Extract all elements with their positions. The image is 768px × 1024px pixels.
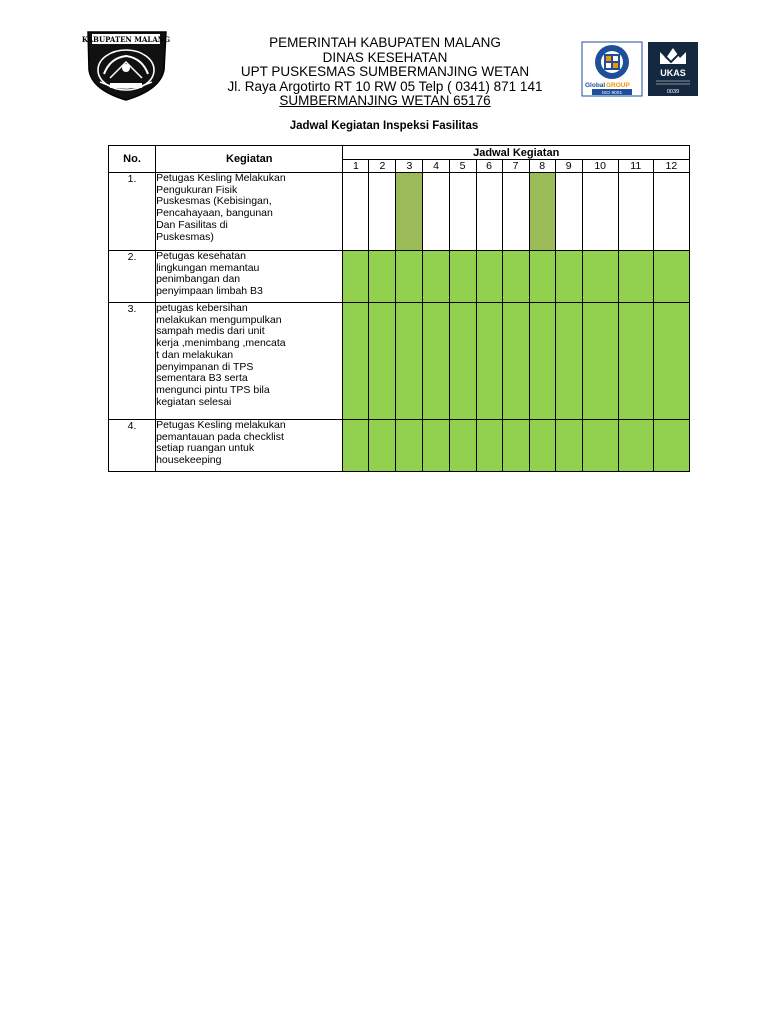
activity-text-line: penimbangan dan [156, 273, 241, 286]
activity-text-line: kerja ,menimbang ,mencata [156, 337, 286, 350]
table-row [109, 420, 690, 472]
schedule-cell-active [343, 251, 369, 303]
activity-text-line: Dan Fasilitas di [156, 218, 228, 231]
iso-label: ISO 9001 [601, 91, 623, 96]
letterhead-line-address: Jl. Raya Argotirto RT 10 RW 05 Telp ( 0341) 871 141 [227, 78, 543, 94]
schedule-cell-active [449, 303, 476, 420]
schedule-cell-active [476, 420, 502, 472]
schedule-cell-active [618, 251, 653, 303]
column-header-no: No. [109, 146, 156, 173]
schedule-cell-active [396, 173, 423, 251]
activity-description [156, 173, 343, 251]
schedule-cell-empty [476, 173, 502, 251]
activity-text-line: Pengukuran Fisik [156, 183, 238, 196]
table-row [109, 251, 690, 303]
activity-text-line: setiap ruangan untuk [156, 442, 255, 455]
schedule-cell-active [502, 303, 529, 420]
schedule-cell-active [618, 420, 653, 472]
activity-text-line: Puskesmas (Kebisingan, [156, 195, 272, 208]
ukas-code: 0039 [666, 89, 680, 95]
activity-text-line: melakukan mengumpulkan [156, 313, 282, 326]
schedule-cell-active [653, 251, 689, 303]
table-row [109, 303, 690, 420]
month-header: 5 [449, 160, 476, 173]
schedule-cell-empty [555, 173, 582, 251]
ukas-crown-logo-icon [648, 42, 698, 96]
crest-label: KABUPATEN MALANG [81, 35, 170, 44]
schedule-cell-active [582, 303, 618, 420]
row-number: 3. [109, 303, 156, 420]
ukas-label: UKAS [660, 68, 686, 78]
schedule-cell-active [396, 303, 423, 420]
letterhead-line-unit: UPT PUSKESMAS SUMBERMANJING WETAN [240, 64, 530, 80]
activity-text-line: penyimpaan limbah B3 [156, 285, 263, 298]
schedule-cell-active [343, 303, 369, 420]
global-group-brand-b: GROUP [606, 82, 630, 89]
schedule-body [109, 173, 690, 472]
month-header: 12 [653, 160, 689, 173]
schedule-cell-active [343, 420, 369, 472]
schedule-cell-active [502, 420, 529, 472]
schedule-cell-active [529, 173, 555, 251]
activity-text-line: pemantauan pada checklist [156, 430, 284, 443]
activity-description [156, 251, 343, 303]
activity-text-line: t dan melakukan [156, 348, 234, 361]
schedule-cell-active [369, 303, 396, 420]
schedule-cell-active [502, 251, 529, 303]
schedule-cell-empty [653, 173, 689, 251]
month-header: 8 [529, 160, 555, 173]
schedule-cell-empty [449, 173, 476, 251]
month-header: 2 [369, 160, 396, 173]
activity-text-line: Petugas Kesling melakukan [156, 419, 286, 431]
row-number: 1. [109, 173, 156, 251]
schedule-cell-active [369, 251, 396, 303]
schedule-cell-active [449, 251, 476, 303]
letterhead-line-city: SUMBERMANJING WETAN 65176 [279, 93, 491, 109]
schedule-cell-active [555, 420, 582, 472]
month-header: 9 [555, 160, 582, 173]
kabupaten-malang-crest-icon [80, 28, 170, 102]
schedule-cell-empty [582, 173, 618, 251]
schedule-cell-active [529, 251, 555, 303]
month-header: 7 [502, 160, 529, 173]
header-row [109, 146, 690, 160]
column-header-jadwal: Jadwal Kegiatan [343, 146, 690, 160]
letterhead-line-department: DINAS KESEHATAN [322, 49, 448, 65]
global-group-brand-a: Global [585, 82, 606, 89]
schedule-cell-empty [502, 173, 529, 251]
schedule-cell-empty [423, 173, 449, 251]
schedule-cell-active [555, 303, 582, 420]
activity-text-line: housekeeping [156, 454, 222, 467]
month-header: 4 [423, 160, 449, 173]
schedule-table [108, 145, 690, 472]
schedule-cell-active [582, 251, 618, 303]
activity-text-line: petugas kebersihan [156, 302, 248, 314]
activity-text-line: Pencahayaan, bangunan [156, 207, 273, 220]
schedule-cell-active [396, 251, 423, 303]
activity-text-line: mengunci pintu TPS bila [156, 383, 270, 396]
activity-text-line: Petugas Kesling Melakukan [156, 172, 286, 184]
certification-logos [580, 40, 700, 98]
schedule-cell-active [396, 420, 423, 472]
month-header: 3 [396, 160, 423, 173]
letterhead-line-government: PEMERINTAH KABUPATEN MALANG [269, 35, 501, 50]
schedule-cell-active [476, 251, 502, 303]
activity-text-line: penyimpanan di TPS [156, 360, 254, 373]
activity-text-line: sementara B3 serta [156, 372, 248, 385]
schedule-cell-active [653, 303, 689, 420]
table-row [109, 173, 690, 251]
activity-text-line: Puskesmas) [156, 230, 214, 243]
document-title: Jadwal Kegiatan Inspeksi Fasilitas [289, 120, 479, 132]
row-number: 4. [109, 420, 156, 472]
schedule-cell-active [369, 420, 396, 472]
global-group-iso-logo-icon [582, 42, 642, 96]
activity-text-line: Petugas kesehatan [156, 250, 246, 262]
activity-text-line: kegiatan selesai [156, 395, 232, 408]
schedule-cell-active [423, 251, 449, 303]
schedule-cell-empty [618, 173, 653, 251]
activity-text-line: sampah medis dari unit [156, 325, 265, 338]
schedule-cell-active [449, 420, 476, 472]
schedule-cell-active [529, 303, 555, 420]
row-number: 2. [109, 251, 156, 303]
schedule-cell-active [582, 420, 618, 472]
activity-text-line: lingkungan memantau [156, 261, 260, 274]
schedule-cell-active [653, 420, 689, 472]
schedule-cell-active [423, 303, 449, 420]
schedule-cell-empty [343, 173, 369, 251]
letterhead [180, 36, 590, 109]
schedule-cell-active [423, 420, 449, 472]
month-header: 11 [618, 160, 653, 173]
schedule-cell-empty [369, 173, 396, 251]
month-header: 6 [476, 160, 502, 173]
schedule-cell-active [555, 251, 582, 303]
column-header-kegiatan: Kegiatan [156, 146, 343, 173]
schedule-cell-active [476, 303, 502, 420]
schedule-cell-active [529, 420, 555, 472]
activity-description [156, 420, 343, 472]
schedule-cell-active [618, 303, 653, 420]
activity-description [156, 303, 343, 420]
month-header: 1 [343, 160, 369, 173]
month-header: 10 [582, 160, 618, 173]
